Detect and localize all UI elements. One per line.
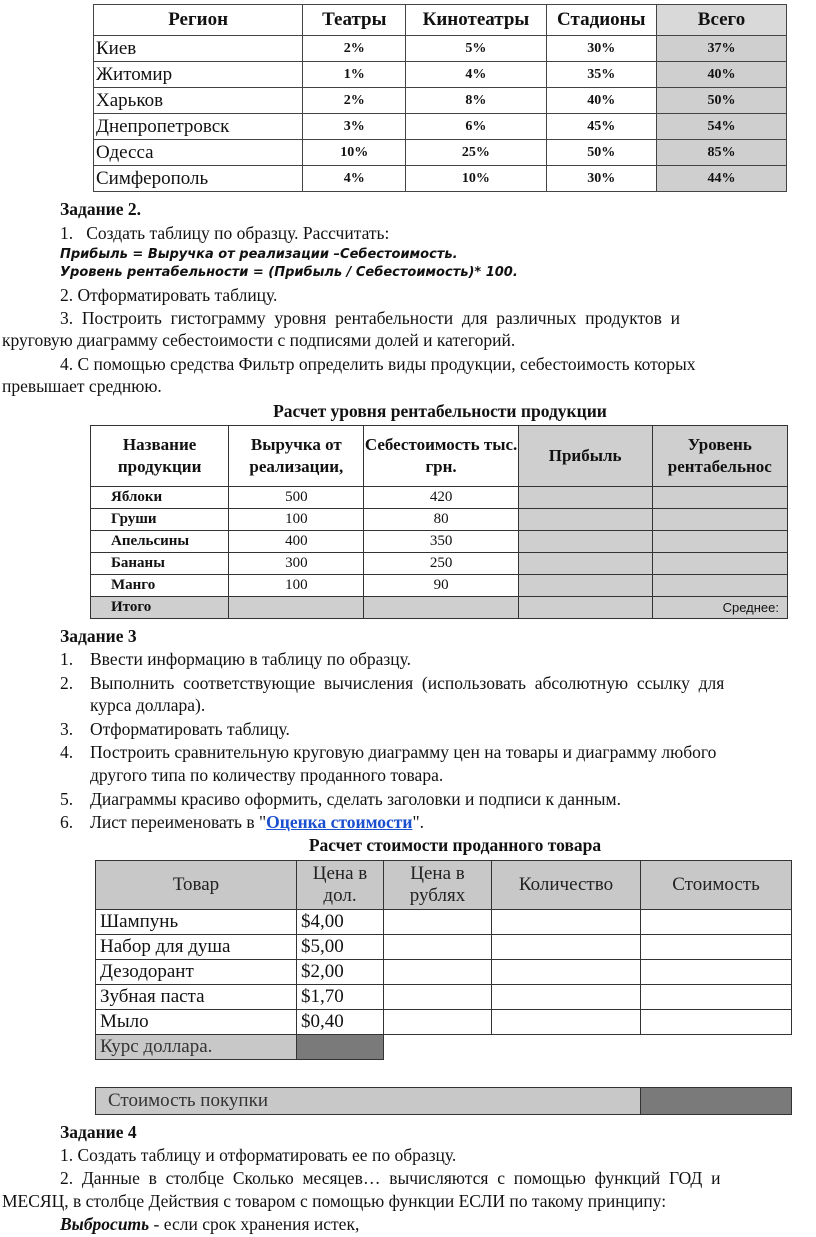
- value-cell: 6%: [406, 114, 546, 140]
- total-revenue-cell: [229, 597, 364, 619]
- profitability-table: [90, 425, 788, 619]
- throw-away-rule: - если срок хранения истек,: [149, 1214, 360, 1234]
- task2-item3-line2: круговую диаграмму себестоимости с подписями долей и категорий.: [2, 330, 516, 350]
- column-header: Всего: [656, 5, 786, 36]
- revenue-cell: 100: [229, 509, 364, 531]
- profitability-cell: [652, 531, 787, 553]
- column-header: Цена в рублях: [384, 861, 492, 910]
- table-row: [96, 910, 792, 935]
- quantity-cell: [492, 985, 641, 1010]
- revenue-cell: 300: [229, 553, 364, 575]
- total-cell: 54%: [656, 114, 786, 140]
- total-row: [91, 597, 788, 619]
- value-cell: 4%: [406, 62, 546, 88]
- total-label: Итого: [91, 597, 229, 619]
- region-cell: Днепропетровск: [94, 114, 303, 140]
- profit-cell: [518, 509, 652, 531]
- table-row: [94, 36, 787, 62]
- quantity-cell: [492, 935, 641, 960]
- cost-cell: 420: [364, 487, 518, 509]
- cost-cell: [641, 910, 792, 935]
- task3-item6-tail: ".: [412, 812, 425, 832]
- table-row: [96, 935, 792, 960]
- throw-away-label: Выбросить: [60, 1214, 150, 1234]
- total-cell: 44%: [656, 166, 786, 192]
- rate-value-cell: [297, 1035, 384, 1060]
- column-header: Себестоимость тыс. грн.: [364, 426, 518, 487]
- region-cell: Житомир: [94, 62, 303, 88]
- profit-cell: [518, 575, 652, 597]
- quantity-cell: [492, 1010, 641, 1035]
- column-header: Цена в дол.: [297, 861, 384, 910]
- column-header: Название продукции: [91, 426, 229, 487]
- price-usd-cell: $4,00: [297, 910, 384, 935]
- price-usd-cell: $2,00: [297, 960, 384, 985]
- sheet-name-link[interactable]: Оценка стоимости: [266, 812, 413, 832]
- total-cell: 85%: [656, 140, 786, 166]
- value-cell: 4%: [303, 166, 406, 192]
- product-cell: Дезодорант: [96, 960, 297, 985]
- table-header-row: [91, 426, 788, 487]
- regions-table: [93, 4, 787, 192]
- task3-item3: Отформатировать таблицу.: [90, 719, 290, 739]
- table2-title: Расчет уровня рентабельности продукции: [273, 401, 607, 421]
- task2-item4-line1: 4. С помощью средства Фильтр определить виды продукции, себестоимость которых: [60, 354, 696, 374]
- table-row: [94, 140, 787, 166]
- product-cell: Манго: [91, 575, 229, 597]
- product-cell: Шампунь: [96, 910, 297, 935]
- cost-cell: [641, 1010, 792, 1035]
- table-row: [94, 114, 787, 140]
- task4-item2-line1: 2. Данные в столбце Сколько месяцев… вычисляются с помощью функций ГОД и: [60, 1168, 721, 1188]
- total-profit-cell: [518, 597, 652, 619]
- task3-item3-num: 3.: [60, 719, 74, 739]
- goods-cost-table: [95, 860, 792, 1060]
- cost-cell: [641, 960, 792, 985]
- region-cell: Киев: [94, 36, 303, 62]
- profitability-cell: [652, 553, 787, 575]
- table-header-row: [96, 861, 792, 910]
- task4-rule: [60, 1213, 359, 1236]
- column-header: Выручка от реализации,: [229, 426, 364, 487]
- table-header-row: [94, 5, 787, 36]
- region-cell: Одесса: [94, 140, 303, 166]
- price-rub-cell: [384, 960, 492, 985]
- column-header: Количество: [492, 861, 641, 910]
- quantity-cell: [492, 960, 641, 985]
- column-header: Театры: [303, 5, 406, 36]
- task3-item1-num: 1.: [60, 649, 74, 669]
- product-cell: Набор для душа: [96, 935, 297, 960]
- price-usd-cell: $5,00: [297, 935, 384, 960]
- price-usd-cell: $1,70: [297, 985, 384, 1010]
- purchase-cost-value: [640, 1088, 791, 1114]
- value-cell: 1%: [303, 62, 406, 88]
- table-row: [91, 531, 788, 553]
- cost-cell: 250: [364, 553, 518, 575]
- cost-cell: [641, 935, 792, 960]
- value-cell: 30%: [546, 166, 656, 192]
- task4-item1: 1. Создать таблицу и отформатировать ее по образцу.: [60, 1145, 457, 1165]
- task4-item2-line2: МЕСЯЦ, в столбце Действия с товаром с помощью функции ЕСЛИ по такому принципу:: [2, 1191, 667, 1211]
- profit-formula: Прибыль = Выручка от реализации –Себестоимость.: [60, 247, 458, 262]
- column-header: Прибыль: [518, 426, 652, 487]
- total-cell: 40%: [656, 62, 786, 88]
- task4-heading: Задание 4: [60, 1122, 137, 1142]
- task2-heading: Задание 2.: [60, 199, 142, 219]
- task3-item5: Диаграммы красиво оформить, сделать заголовки и подписи к данным.: [90, 789, 622, 809]
- profit-cell: [518, 531, 652, 553]
- table-row: [96, 1010, 792, 1035]
- column-header: Стоимость: [641, 861, 792, 910]
- table-row: [91, 575, 788, 597]
- task2-item2: 2. Отформатировать таблицу.: [60, 285, 278, 305]
- table-row: [91, 509, 788, 531]
- column-header: Кинотеатры: [406, 5, 546, 36]
- cost-cell: 90: [364, 575, 518, 597]
- task3-item4: Построить сравнительную круговую диаграмму цен на товары и диаграмму любого: [90, 742, 717, 762]
- price-usd-cell: $0,40: [297, 1010, 384, 1035]
- value-cell: 40%: [546, 88, 656, 114]
- task2-item3-line1: 3. Построить гистограмму уровня рентабельности для различных продуктов и: [60, 308, 681, 328]
- table-row: [91, 487, 788, 509]
- value-cell: 10%: [303, 140, 406, 166]
- table-row: [91, 553, 788, 575]
- table-row: [96, 985, 792, 1010]
- total-cost-cell: [364, 597, 518, 619]
- value-cell: 50%: [546, 140, 656, 166]
- total-cell: 50%: [656, 88, 786, 114]
- column-header: Товар: [96, 861, 297, 910]
- column-header: Стадионы: [546, 5, 656, 36]
- cost-cell: 80: [364, 509, 518, 531]
- product-cell: Бананы: [91, 553, 229, 575]
- task2-item1: 1. Создать таблицу по образцу. Рассчитать:: [60, 223, 390, 243]
- price-rub-cell: [384, 985, 492, 1010]
- value-cell: 5%: [406, 36, 546, 62]
- task3-item6-num: 6.: [60, 812, 74, 832]
- cost-cell: 350: [364, 531, 518, 553]
- profit-cell: [518, 553, 652, 575]
- region-cell: Симферополь: [94, 166, 303, 192]
- task3-item2-cont: курса доллара).: [90, 695, 206, 715]
- rate-row: [96, 1035, 792, 1060]
- revenue-cell: 100: [229, 575, 364, 597]
- profitability-cell: [652, 575, 787, 597]
- cost-cell: [641, 985, 792, 1010]
- purchase-cost-bar: [95, 1087, 792, 1115]
- column-header: Уровень рентабельнос: [652, 426, 787, 487]
- column-header: Регион: [94, 5, 303, 36]
- task3-item4-cont: другого типа по количеству проданного товара.: [90, 765, 444, 785]
- task3-item2-num: 2.: [60, 673, 74, 693]
- average-label: Среднее:: [652, 597, 787, 619]
- product-cell: Зубная паста: [96, 985, 297, 1010]
- table-row: [94, 166, 787, 192]
- task3-item5-num: 5.: [60, 789, 74, 809]
- value-cell: 2%: [303, 88, 406, 114]
- table-row: [96, 960, 792, 985]
- product-cell: Груши: [91, 509, 229, 531]
- profit-cell: [518, 487, 652, 509]
- task3-item6-text: Лист переименовать в ": [90, 812, 267, 832]
- value-cell: 10%: [406, 166, 546, 192]
- value-cell: 30%: [546, 36, 656, 62]
- price-rub-cell: [384, 935, 492, 960]
- total-cell: 37%: [656, 36, 786, 62]
- table-row: [94, 62, 787, 88]
- task3-heading: Задание 3: [60, 626, 137, 646]
- profitability-cell: [652, 487, 787, 509]
- price-rub-cell: [384, 1010, 492, 1035]
- profitability-cell: [652, 509, 787, 531]
- value-cell: 2%: [303, 36, 406, 62]
- region-cell: Харьков: [94, 88, 303, 114]
- purchase-cost-label: Стоимость покупки: [108, 1090, 268, 1111]
- revenue-cell: 400: [229, 531, 364, 553]
- table-row: [94, 88, 787, 114]
- quantity-cell: [492, 910, 641, 935]
- task3-item2: Выполнить соответствующие вычисления (использовать абсолютную ссылку для: [90, 673, 725, 693]
- product-cell: Яблоки: [91, 487, 229, 509]
- product-cell: Мыло: [96, 1010, 297, 1035]
- value-cell: 35%: [546, 62, 656, 88]
- task3-item6: [90, 811, 424, 834]
- profitability-formula: Уровень рентабельности = (Прибыль / Себестоимость)* 100.: [60, 265, 518, 280]
- task3-item1: Ввести информацию в таблицу по образцу.: [90, 649, 412, 669]
- value-cell: 3%: [303, 114, 406, 140]
- revenue-cell: 500: [229, 487, 364, 509]
- value-cell: 45%: [546, 114, 656, 140]
- product-cell: Апельсины: [91, 531, 229, 553]
- task2-item4-line2: превышает среднюю.: [2, 376, 162, 396]
- value-cell: 25%: [406, 140, 546, 166]
- task3-item4-num: 4.: [60, 742, 74, 762]
- table3-title: Расчет стоимости проданного товара: [308, 835, 602, 855]
- rate-label: Курс доллара.: [96, 1035, 297, 1060]
- price-rub-cell: [384, 910, 492, 935]
- value-cell: 8%: [406, 88, 546, 114]
